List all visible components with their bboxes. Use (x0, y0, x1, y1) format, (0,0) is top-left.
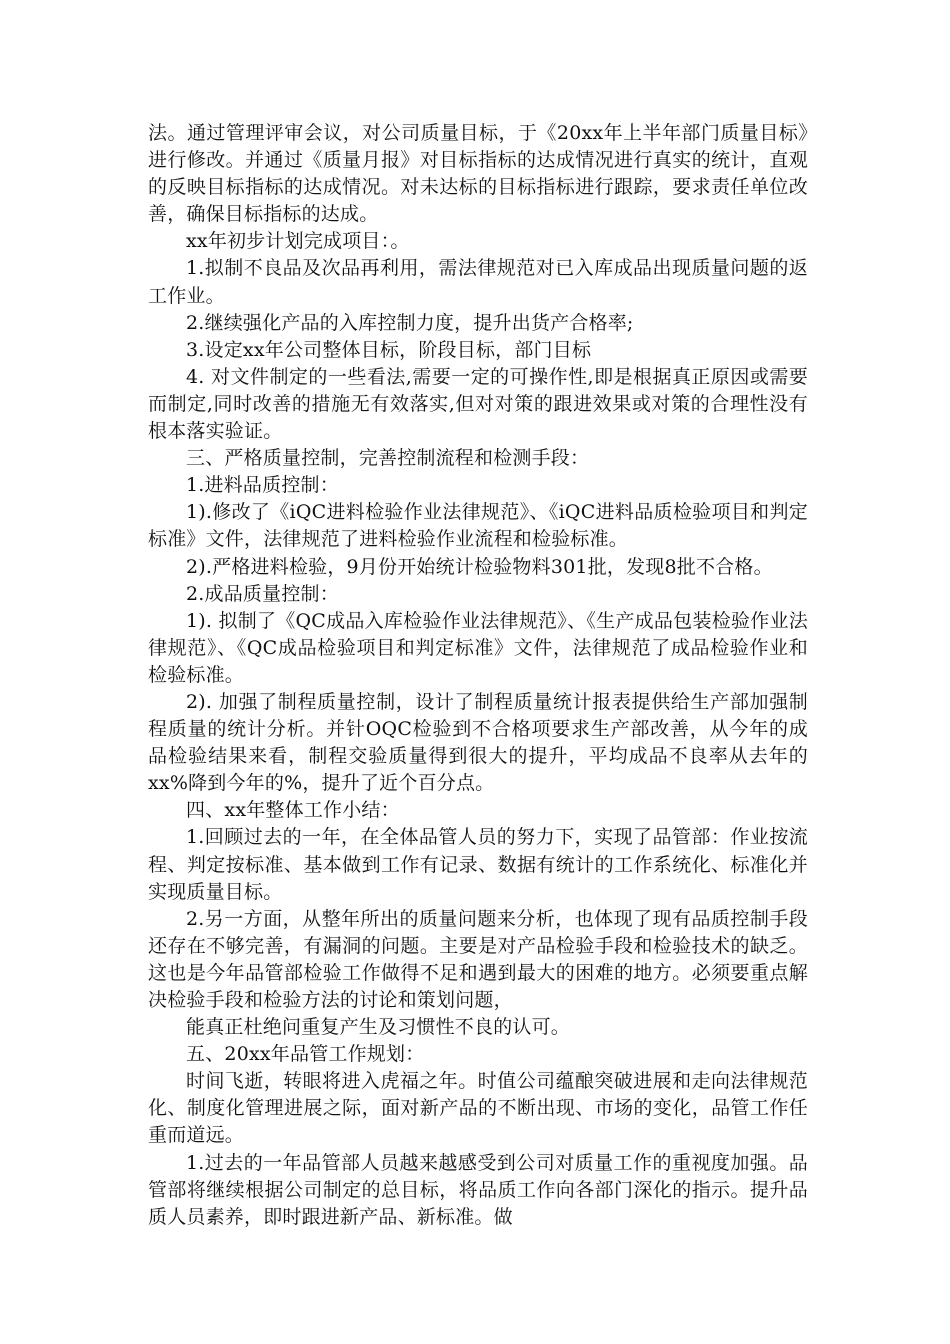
paragraph: 1).修改了《iQC进料检验作业法律规范》、《iQC进料品质检验项目和判定标准》文件，法律规范了进料检验作业流程和检验标准。 (148, 501, 808, 551)
subsection-heading: 1.进料品质控制： (186, 474, 339, 497)
paragraph: xx年初步计划完成项目：。 (186, 230, 410, 253)
paragraph: 时间飞逝，转眼将进入虎福之年。时值公司蕴酿突破进展和走向法律规范化、制度化管理进展之际，面对新产品的不断出现、市场的变化，品管工作任重而道远。 (148, 1070, 808, 1147)
paragraph: 4. 对文件制定的一些看法,需要一定的可操作性,即是根据真正原因或需要而制定,同时改善的措施无有效落实,但对对策的跟进效果或对策的合理性没有根本落实验证。 (148, 365, 808, 443)
paragraph: 1). 拟制了《QC成品入库检验作业法律规范》、《生产成品包装检验作业法律规范》、《QC成品检验项目和判定标准》文件，法律规范了成品检验作业和检验标准。 (148, 609, 808, 686)
paragraph: 2.另一方面，从整年所出的质量问题来分析，也体现了现有品质控制手段还存在不够完善，有漏洞的问题。主要是对产品检验手段和检验技术的缺乏。这也是今年品管部检验工作做得不足和遇到最大的困难的地方。必须要重点解决检验手段和检验方法的讨论和策划问题， (148, 907, 808, 1011)
paragraph: 1.过去的一年品管部人员越来越感受到公司对质量工作的重视度加强。品管部将继续根据公司制定的总目标，将品质工作向各部门深化的指示。提升品质人员素养，即时跟进新产品、新标准。做 (148, 1151, 808, 1228)
section-heading: 四、xx年整体工作小结： (186, 799, 400, 822)
section-heading: 五、20xx年品管工作规划： (186, 1043, 425, 1066)
section-heading: 三、严格质量控制，完善控制流程和检测手段： (186, 447, 590, 470)
paragraph: 2). 加强了制程质量控制，设计了制程质量统计报表提供给生产部加强制程质量的统计分析。并针OQC检验到不合格项要求生产部改善，从今年的成品检验结果来看，制程交验质量得到很大的提升，平均成品不良率从去年的xx%降到今年的%，提升了近个百分点。 (148, 690, 808, 795)
document-body (148, 120, 808, 1231)
paragraph: 3.设定xx年公司整体目标，阶段目标，部门目标 (186, 338, 592, 361)
subsection-heading: 2.成品质量控制： (186, 582, 339, 605)
paragraph: 能真正杜绝问重复产生及习惯性不良的认可。 (186, 1016, 571, 1039)
paragraph: 1.回顾过去的一年，在全体品管人员的努力下，实现了品管部：作业按流程、判定按标准、基本做到工作有记录、数据有统计的工作系统化、标准化并实现质量目标。 (148, 826, 808, 903)
paragraph: 1.拟制不良品及次品再利用，需法律规范对已入库成品出现质量问题的返工作业。 (148, 257, 808, 307)
paragraph: 2.继续强化产品的入库控制力度，提升出货产合格率; (186, 311, 634, 334)
paragraph: 法。通过管理评审会议，对公司质量目标，于《20xx年上半年部门质量目标》进行修改。并通过《质量月报》对目标指标的达成情况进行真实的统计，直观的反映目标指标的达成情况。对未达标的目标指标进行跟踪，要求责任单位改善，确保目标指标的达成。 (148, 122, 808, 226)
paragraph: 2).严格进料检验，9月份开始统计检验物料301批，发现8批不合格。 (186, 555, 773, 578)
